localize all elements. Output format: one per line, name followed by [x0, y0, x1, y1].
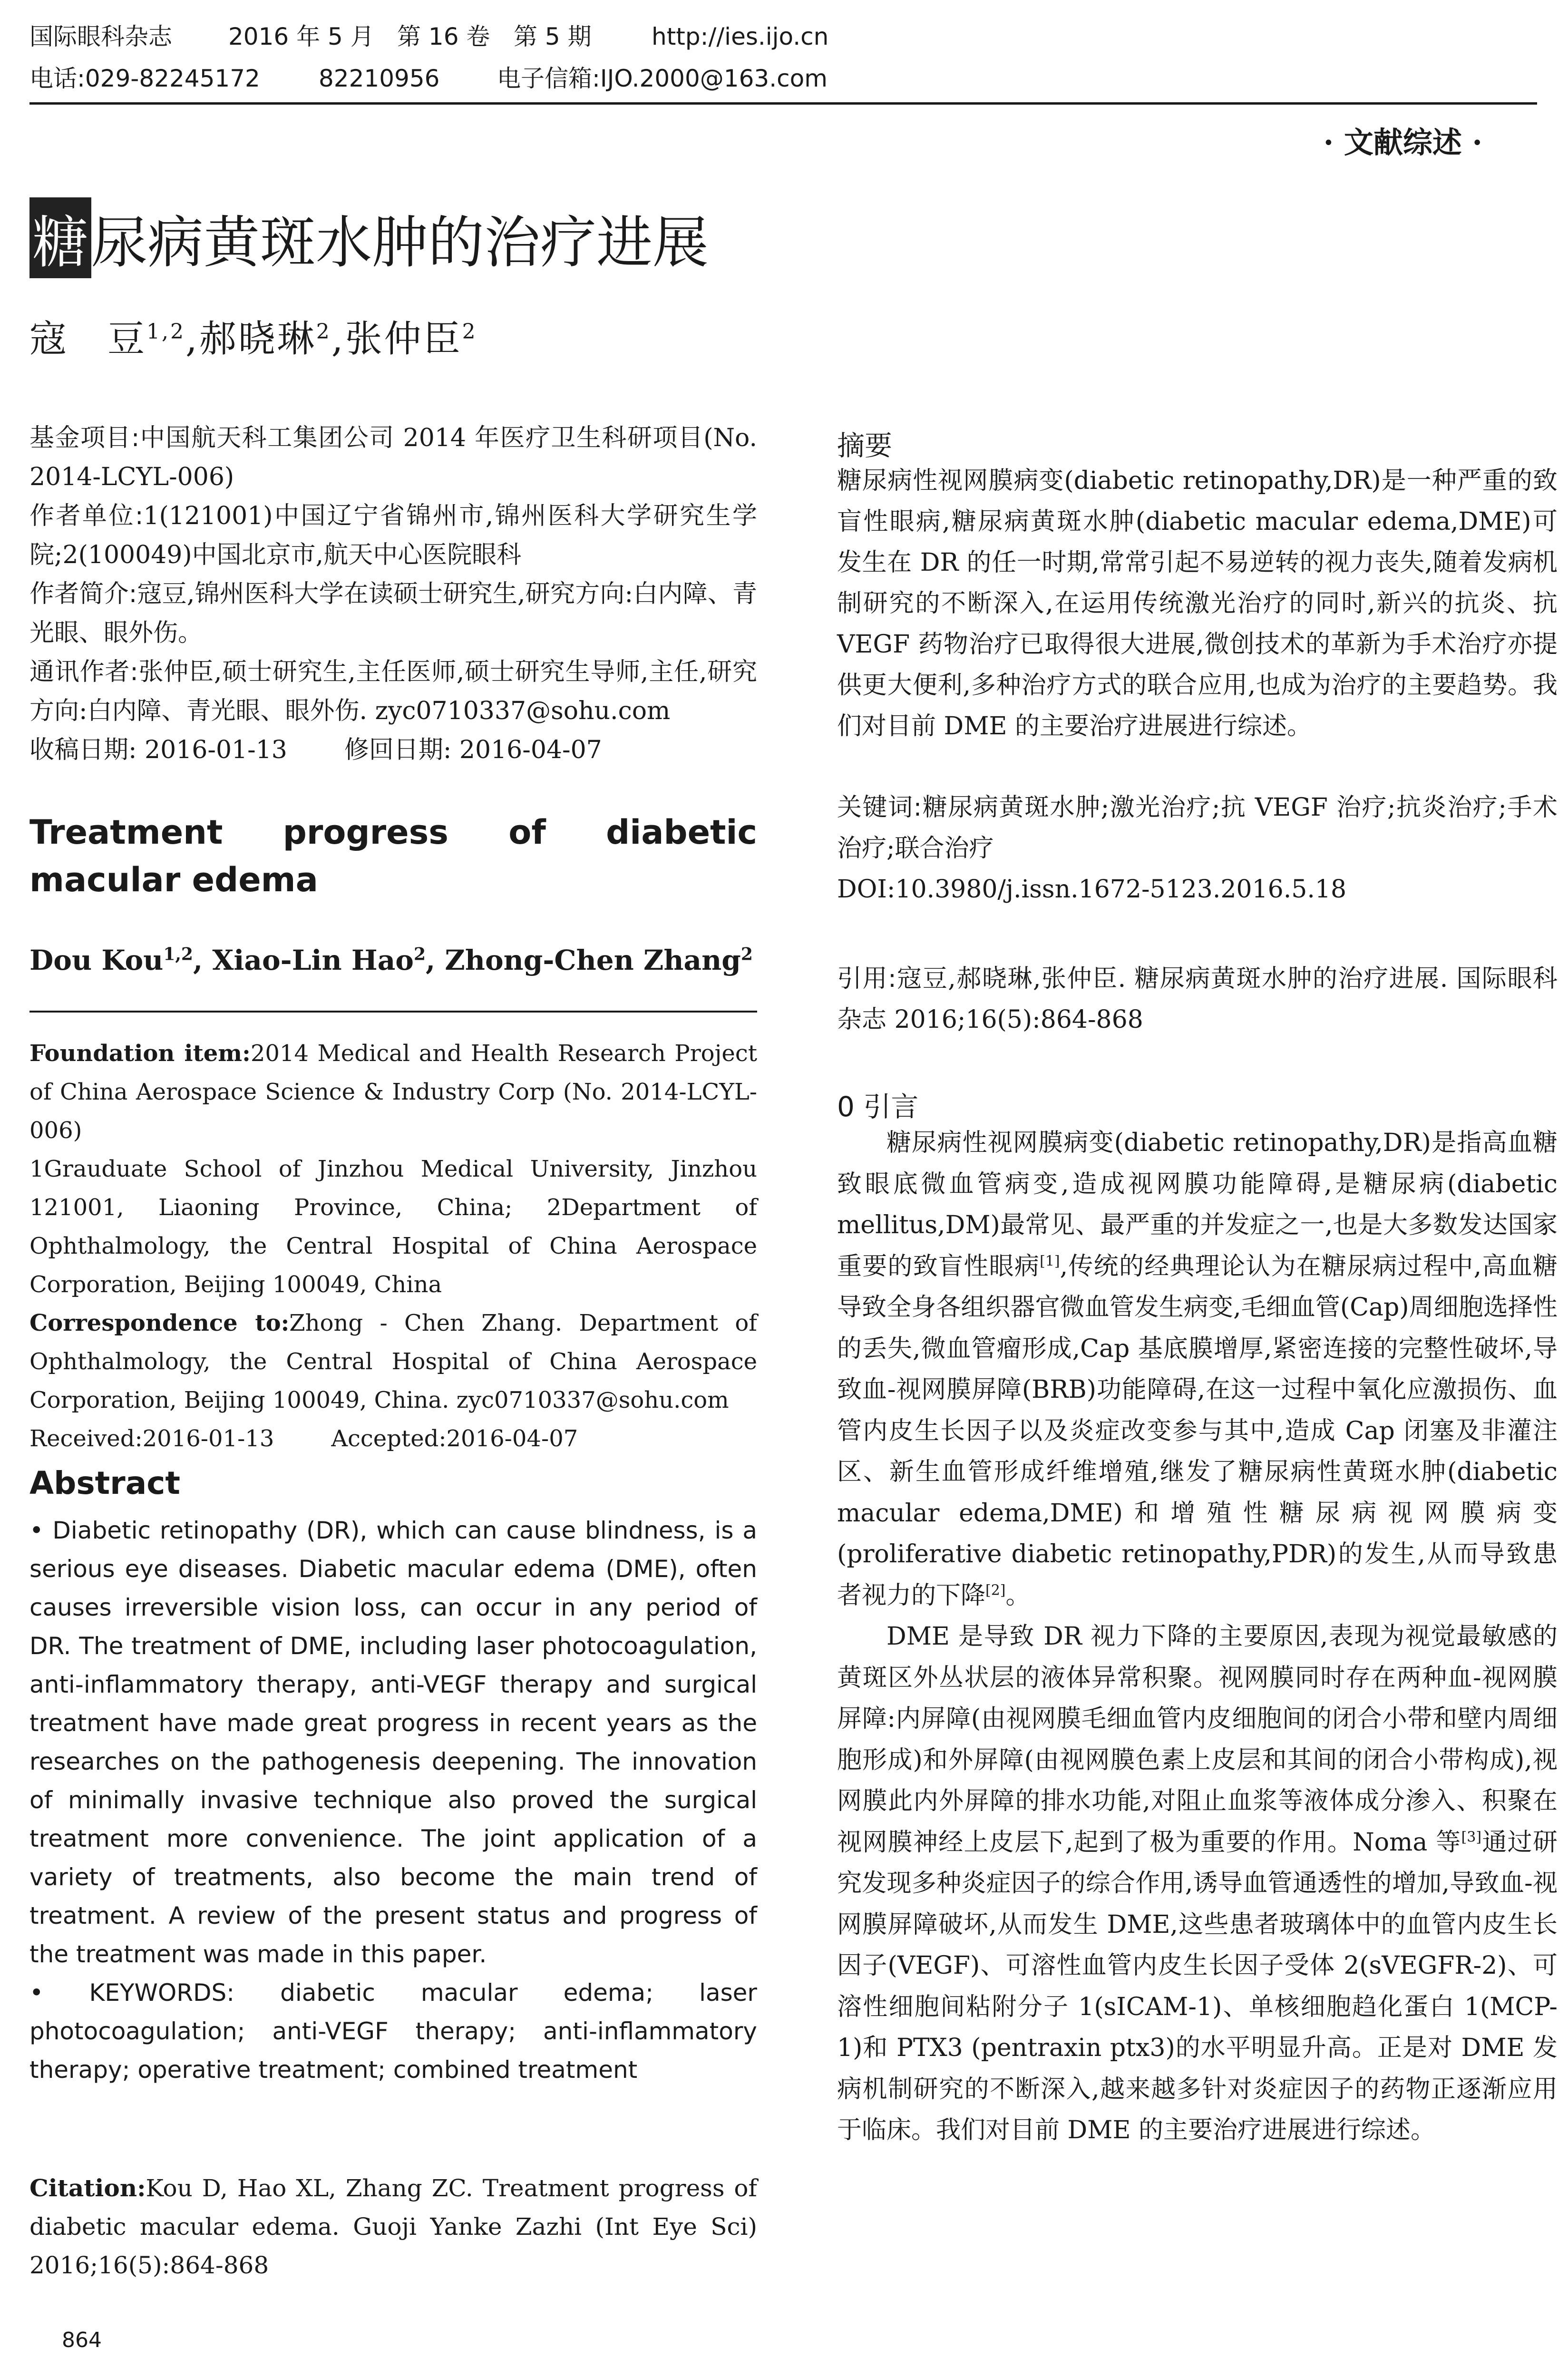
- affiliations-en: 1Grauduate School of Jinzhou Medical University, Jinzhou 121001, Liaoning Province, China; 2Department of Ophthalmology, the Central Hospital of China Aerospace Corporation, Beijing 100049, China: [29, 1156, 757, 1298]
- reference-2[interactable]: [2]: [985, 1582, 1006, 1599]
- author-en-1-affil: 1,2: [163, 944, 193, 964]
- intro-p1-part-a: 糖尿病性视网膜病变(diabetic retinopathy,DR)是指高血糖致眼底微血管病变,造成视网膜功能障碍,是糖尿病(diabetic mellitus,DM)最常见、最严重的并发症之一,也是大多数发达国家重要的致盲性眼病: [837, 1129, 1558, 1281]
- author-2: ,郝晓琳: [185, 318, 316, 360]
- abstract-en-body: • Diabetic retinopathy (DR), which can cause blindness, is a serious eye diseases. Diabetic macular edema (DME), often causes irreversible vision loss, can occur in any period of DR. The treatment of DME, including laser photocoagulation, anti-inflammatory therapy, anti-VEGF therapy and surgical treatment have made great progress in recent years as the researches on the pathogenesis deepening. The innovation of minimally invasive technique also proved the surgical treatment more convenience. The joint application of a variety of treatments, also become the main trend of treatment. A review of the present status and progress of the treatment was made in this paper.: [29, 1517, 757, 1968]
- author-en-2: , Xiao-Lin Hao: [193, 944, 414, 976]
- email[interactable]: 电子信箱:IJO.2000@163.com: [497, 65, 828, 92]
- article-title: [29, 197, 709, 278]
- abstract-cn: [837, 460, 1558, 747]
- intro-p1-part-c: 。: [1005, 1581, 1031, 1610]
- reference-3[interactable]: [3]: [1461, 1829, 1482, 1846]
- author-2-affil: 2: [316, 320, 331, 344]
- abstract-cn-body: 糖尿病性视网膜病变(diabetic retinopathy,DR)是一种严重的致盲性眼病,糖尿病黄斑水肿(diabetic macular edema,DME)可发生在 DR 的任一时期,常常引起不易逆转的视力丧失,随着发病机制研究的不断深入,在运用传统激光治疗的同时,新兴的抗炎、抗 VEGF 药物治疗已取得很大进展,微创技术的革新为手术治疗亦提供更大便利,多种治疗方式的联合应用,也成为治疗的主要趋势。我们对目前 DME 的主要治疗进展进行综述。: [837, 467, 1558, 740]
- intro-paragraph-2: [837, 1616, 1558, 2151]
- issue-date: 2016 年 5 月: [228, 23, 374, 50]
- intro-p2-part-a: DME 是导致 DR 视力下降的主要原因,表现为视觉最敏感的黄斑区外丛状层的液体异常积聚。视网膜同时存在两种血-视网膜屏障:内屏障(由视网膜毛细血管内皮细胞间的闭合小带和壁内周细胞形成)和外屏障(由视网膜色素上皮层和其间的闭合小带构成),视网膜此内外屏障的排水功能,对阻止血浆等液体成分渗入、积聚在视网膜神经上皮层下,起到了极为重要的作用。Noma 等: [837, 1622, 1558, 1857]
- author-3-affil: 2: [462, 320, 477, 344]
- page-number: 864: [62, 2328, 102, 2352]
- intro-body: [837, 1122, 1558, 2151]
- citation-label: Citation:: [29, 2174, 146, 2202]
- author-en-3-affil: 2: [740, 944, 753, 964]
- reference-1[interactable]: [1]: [1040, 1253, 1060, 1270]
- author-en-3: , Zhong-Chen Zhang: [426, 944, 741, 976]
- article-meta-cn: [29, 419, 757, 770]
- foundation-block: [29, 1034, 757, 1458]
- english-title: Treatment progress of diabetic macular edema: [29, 813, 757, 899]
- correspondence-label: Correspondence to:: [29, 1310, 290, 1336]
- intro-p1-part-b: ,传统的经典理论认为在糖尿病过程中,高血糖导致全身各组织器官微血管发生病变,毛细血管(Cap)周细胞选择性的丢失,微血管瘤形成,Cap 基底膜增厚,紧密连接的完整性破坏,导致血-视网膜屏障(BRB)功能障碍,在这一过程中氧化应激损伤、血管内皮生长因子以及炎症改变参与其中,造成 Cap 闭塞及非灌注区、新生血管形成纤维增殖,继发了糖尿病性黄斑水肿(diabetic macular edema,DME)和增殖性糖尿病视网膜病变(proliferative diabetic retinopathy,PDR)的发生,从而导致患者视力的下降: [837, 1252, 1558, 1610]
- authors-rule: [29, 1011, 757, 1013]
- intro-heading: 0 引言: [837, 1091, 919, 1123]
- accepted-en: Accepted:2016-04-07: [331, 1425, 578, 1452]
- abstract-cn-heading: 摘要: [837, 429, 893, 462]
- received-en: Received:2016-01-13: [29, 1425, 274, 1452]
- abstract-heading: Abstract: [29, 1465, 180, 1501]
- volume: 第 16 卷: [397, 23, 490, 50]
- issue-number: 第 5 期: [514, 23, 592, 50]
- author-intro-label: 作者简介:: [29, 580, 137, 608]
- citation-cn-text: 寇豆,郝晓琳,张仲臣. 糖尿病黄斑水肿的治疗进展. 国际眼科杂志 2016;16(5):864-868: [837, 964, 1558, 1034]
- unit-text: 1(121001)中国辽宁省锦州市,锦州医科大学研究生学院;2(100049)中国北京市,航天中心医院眼科: [29, 502, 757, 569]
- keywords-cn: [837, 787, 1558, 869]
- corr-label: 通讯作者:: [29, 658, 138, 686]
- received-date: 收稿日期: 2016-01-13: [29, 736, 287, 764]
- keywords-cn-text: 糖尿病黄斑水肿;激光治疗;抗 VEGF 治疗;抗炎治疗;手术治疗;联合治疗: [837, 793, 1558, 863]
- header-rule: [29, 102, 1537, 105]
- citation-en: [29, 2169, 757, 2285]
- foundation-text: 2014 Medical and Health Research Project of China Aerospace Science & Industry Corp (No. 2014-LCYL-006): [29, 1040, 758, 1144]
- fund-label: 基金项目:: [29, 424, 140, 452]
- keywords-cn-label: 关键词:: [837, 793, 922, 822]
- unit-label: 作者单位:: [29, 502, 144, 530]
- corr-text: 张仲臣,硕士研究生,主任医师,硕士研究生导师,主任,研究方向:白内障、青光眼、眼外伤. zyc0710337@sohu.com: [29, 658, 757, 725]
- title-dropcap: 糖: [29, 197, 91, 278]
- phone-2: 82210956: [319, 65, 440, 92]
- citation-cn-label: 引用:: [837, 964, 896, 993]
- author-1: 寇 豆: [29, 318, 147, 360]
- foundation-label: Foundation item:: [29, 1040, 251, 1067]
- phone: 电话:029-82245172: [29, 65, 260, 92]
- authors-cn: [29, 309, 477, 362]
- revised-date: 修回日期: 2016-04-07: [344, 736, 602, 764]
- author-en-2-affil: 2: [413, 944, 426, 964]
- keywords-en: • KEYWORDS: diabetic macular edema; laser photocoagulation; anti-VEGF therapy; anti-inflammatory therapy; operative treatment; combined treatment: [29, 1979, 757, 2084]
- doi[interactable]: DOI:10.3980/j.issn.1672-5123.2016.5.18: [837, 875, 1347, 904]
- journal-name: 国际眼科杂志: [29, 23, 172, 50]
- intro-p2-part-b: 通过研究发现多种炎症因子的综合作用,诱导血管通透性的增加,导致血-视网膜屏障破坏,从而发生 DME,这些患者玻璃体中的血管内皮生长因子(VEGF)、可溶性血管内皮生长因子受体 2(sVEGFR-2)、可溶性细胞间粘附分子 1(sICAM-1)、单核细胞趋化蛋白 1(MCP-1)和 PTX3 (pentraxin ptx3)的水平明显升高。正是对 DME 发病机制研究的不断深入,越来越多针对炎症因子的药物正逐渐应用于临床。我们对目前 DME 的主要治疗进展进行综述。: [837, 1828, 1558, 2144]
- author-3: ,张仲臣: [331, 318, 462, 360]
- journal-url[interactable]: http://ies.ijo.cn: [652, 23, 829, 50]
- author-en-1: Dou Kou: [29, 944, 164, 976]
- intro-paragraph-1: [837, 1122, 1558, 1616]
- author-1-affil: 1,2: [146, 320, 185, 344]
- abstract-en: [29, 1511, 757, 2089]
- section-tag: · 文献综述 ·: [1323, 125, 1482, 160]
- author-intro-text: 寇豆,锦州医科大学在读硕士研究生,研究方向:白内障、青光眼、眼外伤。: [29, 580, 757, 647]
- correspondence-text: Zhong - Chen Zhang. Department of Ophthalmology, the Central Hospital of China Aerospace Corporation, Beijing 100049, China. zyc0710337@sohu.com: [29, 1310, 757, 1413]
- citation-text: Kou D, Hao XL, Zhang ZC. Treatment progress of diabetic macular edema. Guoji Yanke Zazhi (Int Eye Sci) 2016;16(5):864-868: [29, 2174, 757, 2279]
- title-text: 尿病黄斑水肿的治疗进展: [91, 210, 709, 275]
- authors-en: [29, 944, 757, 976]
- citation-cn: [837, 958, 1558, 1040]
- fund-text: 中国航天科工集团公司 2014 年医疗卫生科研项目(No. 2014-LCYL-006): [29, 424, 757, 491]
